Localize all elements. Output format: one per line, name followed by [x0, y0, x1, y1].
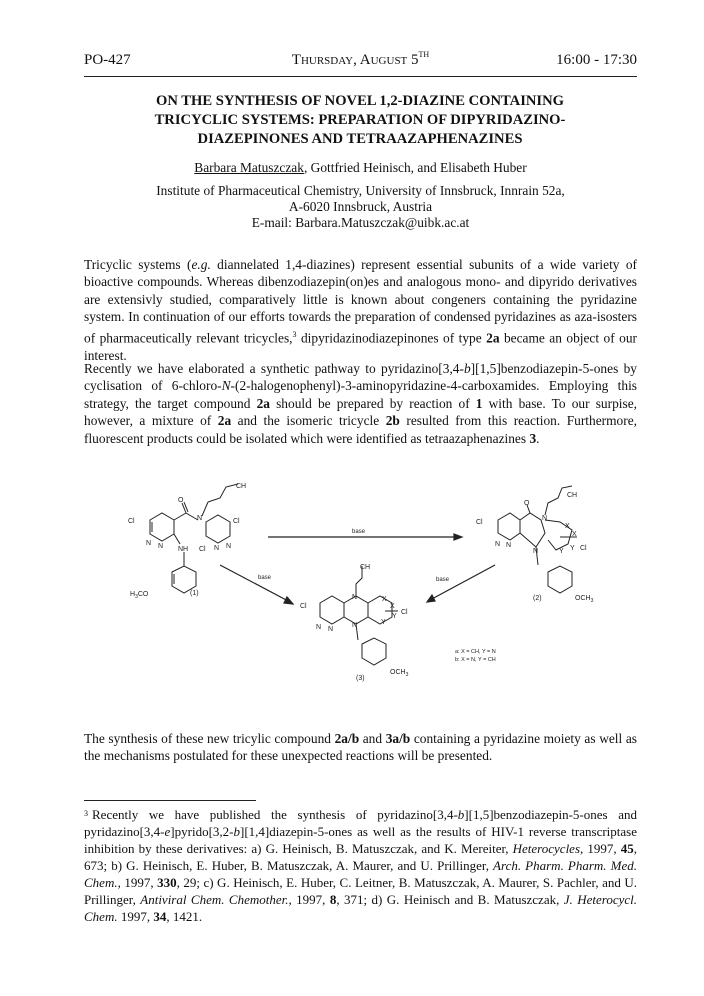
journal-name: Arch. Pharm. Pharm. Med. Chem.,: [84, 858, 637, 890]
volume: 45: [620, 841, 634, 856]
compound-ref: 3a/b: [385, 731, 411, 746]
volume: 8: [329, 892, 337, 907]
atom-label: O: [524, 500, 530, 507]
atom-label: Cl: [300, 603, 307, 610]
text: and: [359, 731, 386, 746]
ring: [368, 596, 392, 624]
compound-2-structure: [498, 486, 577, 593]
email-label: E-mail:: [251, 215, 296, 230]
atom-label: N: [352, 594, 358, 601]
text: Tricyclic systems (: [84, 257, 192, 272]
legend-b: b: X = N, Y = CH: [455, 657, 496, 663]
bond: [202, 502, 208, 516]
subscript: 3: [135, 594, 138, 600]
footnote-reference[interactable]: 3: [292, 329, 297, 339]
legend-a: a: X = CH, Y = N: [455, 649, 496, 655]
atom-label: N: [533, 548, 539, 555]
text: , 1421.: [166, 909, 203, 924]
co-authors: , Gottfried Heinisch, and Elisabeth Huber: [303, 160, 527, 175]
session-day: [84, 52, 637, 69]
text: , 29; c) G. Heinisch, E. Huber, C. Leitner, B. Matuszczak, A. Maurer, S. Pachler, and U. Prillinger,: [84, 875, 637, 907]
atom-label: Cl: [128, 518, 135, 525]
volume: 34: [153, 909, 167, 924]
session-time: 16:00 - 17:30: [556, 52, 637, 68]
ring: [548, 566, 572, 593]
reaction-scheme: [120, 478, 640, 708]
poster-code: PO-427: [84, 52, 131, 68]
arrow-label-left: base: [258, 575, 272, 581]
authors: [84, 160, 637, 176]
page-header: [84, 52, 637, 74]
atom-label: [130, 591, 149, 600]
ring: [362, 638, 386, 665]
reaction-arrows: [220, 534, 495, 604]
atom-label: [575, 595, 594, 604]
arrow-head: [284, 597, 293, 604]
affiliation-line-2: A-6020 Innsbruck, Austria: [288, 199, 433, 214]
atom-label: N: [146, 540, 152, 547]
atom-label: N: [316, 624, 322, 631]
compound-ref: 2a/b: [334, 731, 360, 746]
text: 1997,: [120, 875, 158, 890]
subscript: 3: [405, 672, 409, 678]
atom-och: OCH: [575, 595, 591, 602]
text: with base. To our surpise, however, a mixture of: [84, 395, 637, 429]
italic-text: N: [221, 378, 231, 394]
italic-text: b: [233, 824, 240, 839]
atom-label: Cl: [401, 609, 408, 616]
footnote: [84, 806, 637, 925]
compound-1-atoms: [128, 483, 246, 600]
text: The synthesis of these new tricylic compound: [84, 731, 335, 746]
ring: [498, 513, 520, 540]
paragraph-results: [84, 360, 637, 447]
compound-ref: 2a: [256, 395, 270, 411]
text: dipyridazinodiazepinones of type: [296, 330, 487, 346]
compound-1-structure: [146, 484, 238, 593]
atom-label: NH: [178, 546, 189, 553]
text: , 673; b) G. Heinisch, E. Huber, B. Matuszczak, A. Maurer, and U. Prillinger,: [84, 841, 637, 873]
compound-ref: 1: [475, 395, 483, 411]
atom-label: Cl: [476, 519, 483, 526]
text: became an object of our interest.: [84, 330, 638, 363]
atom-label: X: [565, 523, 570, 530]
arrow-label-top: base: [352, 529, 366, 535]
text: ][1,4]diazepin-5-ones as well as the results of HIV-1 reverse transcriptase inhibition by these derivatives: a) G. Heinisch, B. Matuszczak, and K. Mereiter,: [84, 824, 637, 856]
atom-label: X: [382, 596, 387, 603]
text: should be prepared by reaction of: [269, 395, 476, 411]
paragraph-conclusion: [84, 730, 637, 765]
title-line-2: TRICYCLIC SYSTEMS: PREPARATION OF DIPYRIDAZINO-: [154, 112, 566, 128]
header-rule: [84, 76, 637, 77]
compound-ref: 2a: [486, 330, 500, 346]
atom-label: N: [542, 515, 548, 522]
compound-ref: 3: [529, 430, 537, 446]
presenting-author: Barbara Matuszczak: [194, 160, 304, 175]
paragraph-intro: [84, 256, 637, 364]
atom-label: Cl: [233, 518, 240, 525]
ring: [150, 513, 174, 541]
atom-label: CH: [567, 492, 578, 499]
text: 1997,: [117, 909, 154, 924]
text: containing a pyridazine moiety as well as the mechanisms postulated for these unexpected reactions will be presented.: [84, 731, 638, 764]
compound-1-label: (1): [190, 590, 199, 597]
title-line-1: ON THE SYNTHESIS OF NOVEL 1,2-DIAZINE CONTAINING: [155, 93, 565, 109]
arrow-head: [454, 534, 462, 540]
text: .: [536, 430, 540, 446]
atom-label: [390, 669, 409, 678]
italic-text: e.g.: [191, 257, 211, 272]
bond: [174, 513, 186, 520]
arrow-label-right: base: [436, 577, 450, 583]
compound-ref: 2b: [385, 413, 400, 429]
text: , 371; d) G. Heinisch and B. Matuszczak,: [336, 892, 564, 907]
atom-label: CH: [360, 564, 371, 571]
arrow-1-to-3: [220, 565, 290, 602]
substituent-legend: [455, 649, 496, 663]
atom-label: N: [328, 626, 334, 633]
text: ][1,5]benzodiazepin-5-ones by cyclisation of 6-chloro-: [84, 361, 638, 394]
propyl-chain: [545, 486, 572, 515]
atom-label: N: [226, 543, 232, 550]
atom-label: N: [495, 541, 501, 548]
ring: [206, 515, 230, 543]
compound-2-atoms: [476, 492, 594, 604]
atom-label: N: [506, 542, 512, 549]
atom-label: Y: [381, 619, 386, 626]
atom-co: CO: [137, 591, 149, 598]
atom-och: OCH: [390, 669, 406, 676]
atom-label: Cl: [199, 546, 206, 553]
atom-label: N: [158, 543, 164, 550]
compound-ref: 2a: [217, 413, 232, 429]
atom-label: Cl: [580, 545, 587, 552]
text: and the isomeric tricycle: [231, 413, 386, 429]
email-line: [84, 215, 637, 231]
compound-2-label: (2): [533, 595, 542, 602]
text: ]pyrido[3,2-: [170, 824, 234, 839]
journal-name: J. Heterocycl. Chem.: [84, 892, 637, 924]
arrow-head: [427, 595, 435, 602]
text: ][1,5]benzodiazepin-5-ones and pyridazino[3,4-: [84, 807, 637, 839]
atom-label: CH: [236, 483, 247, 490]
volume: 330: [157, 875, 177, 890]
atom-label: N: [214, 545, 220, 552]
italic-text: b: [457, 807, 465, 822]
text: Recently we have published the synthesis of pyridazino[3,4-: [92, 807, 458, 822]
affiliation: [84, 183, 637, 231]
text: 1997,: [583, 841, 621, 856]
propyl-chain: [208, 484, 238, 502]
ring: [172, 566, 196, 593]
text: -(2-halogenophenyl)-3-aminopyridazine-4-carboxamides. Employing this strategy, the target compound: [84, 378, 637, 411]
paper-title: [100, 92, 620, 149]
text: 1997,: [291, 892, 330, 907]
atom-label: X: [572, 531, 577, 538]
ring: [320, 596, 344, 624]
compound-3-label: (3): [356, 675, 365, 682]
title-line-3: DIAZEPINONES AND TETRAAZAPHENAZINES: [197, 131, 523, 147]
text: diannelated 1,4-diazines) represent essential subunits of a wide variety of bioactive compounds. Whereas dibenzodiazepin(on)es and analogous mono- and dipyrido derivatives are extensivly studied, comparatively little is known about congeners containing the pyridazine system. In continuation of our efforts towards the preparation of condensed pyridazines as aza-isosters of pharmaceutically relevant tricycles,: [84, 257, 637, 346]
atom-label: Y: [570, 545, 575, 552]
atom-label: X: [390, 603, 395, 610]
email-address[interactable]: Barbara.Matuszczak@uibk.ac.at: [295, 215, 470, 230]
atom-label: O: [178, 497, 184, 504]
footnote-rule: [84, 800, 256, 801]
journal-name: Heterocycles,: [512, 841, 584, 856]
atom-h: H: [130, 591, 136, 598]
atom-label: Y: [392, 613, 397, 620]
compound-3-structure: [320, 566, 398, 665]
compound-3-atoms: [300, 564, 409, 682]
subscript: 3: [590, 598, 594, 604]
journal-name: Antiviral Chem. Chemother.,: [140, 892, 292, 907]
atom-label: N: [197, 515, 203, 522]
italic-text: e: [164, 824, 171, 839]
text: Recently we have elaborated a synthetic pathway to pyridazino[3,4-: [84, 361, 464, 376]
bond: [174, 534, 180, 544]
text: resulted from this reaction. Furthermore, fluorescent products could be isolated which were identified as tetraazaphenazines: [84, 413, 637, 446]
atom-label: N: [352, 622, 358, 629]
italic-text: b: [463, 361, 471, 376]
footnote-number: 3: [84, 809, 88, 818]
session-day-text: Thursday, August 5: [291, 52, 419, 68]
session-day-suffix: TH: [418, 50, 430, 59]
affiliation-line-1: Institute of Pharmaceutical Chemistry, University of Innsbruck, Innrain 52a,: [156, 183, 565, 198]
atom-label: Y: [559, 548, 564, 555]
